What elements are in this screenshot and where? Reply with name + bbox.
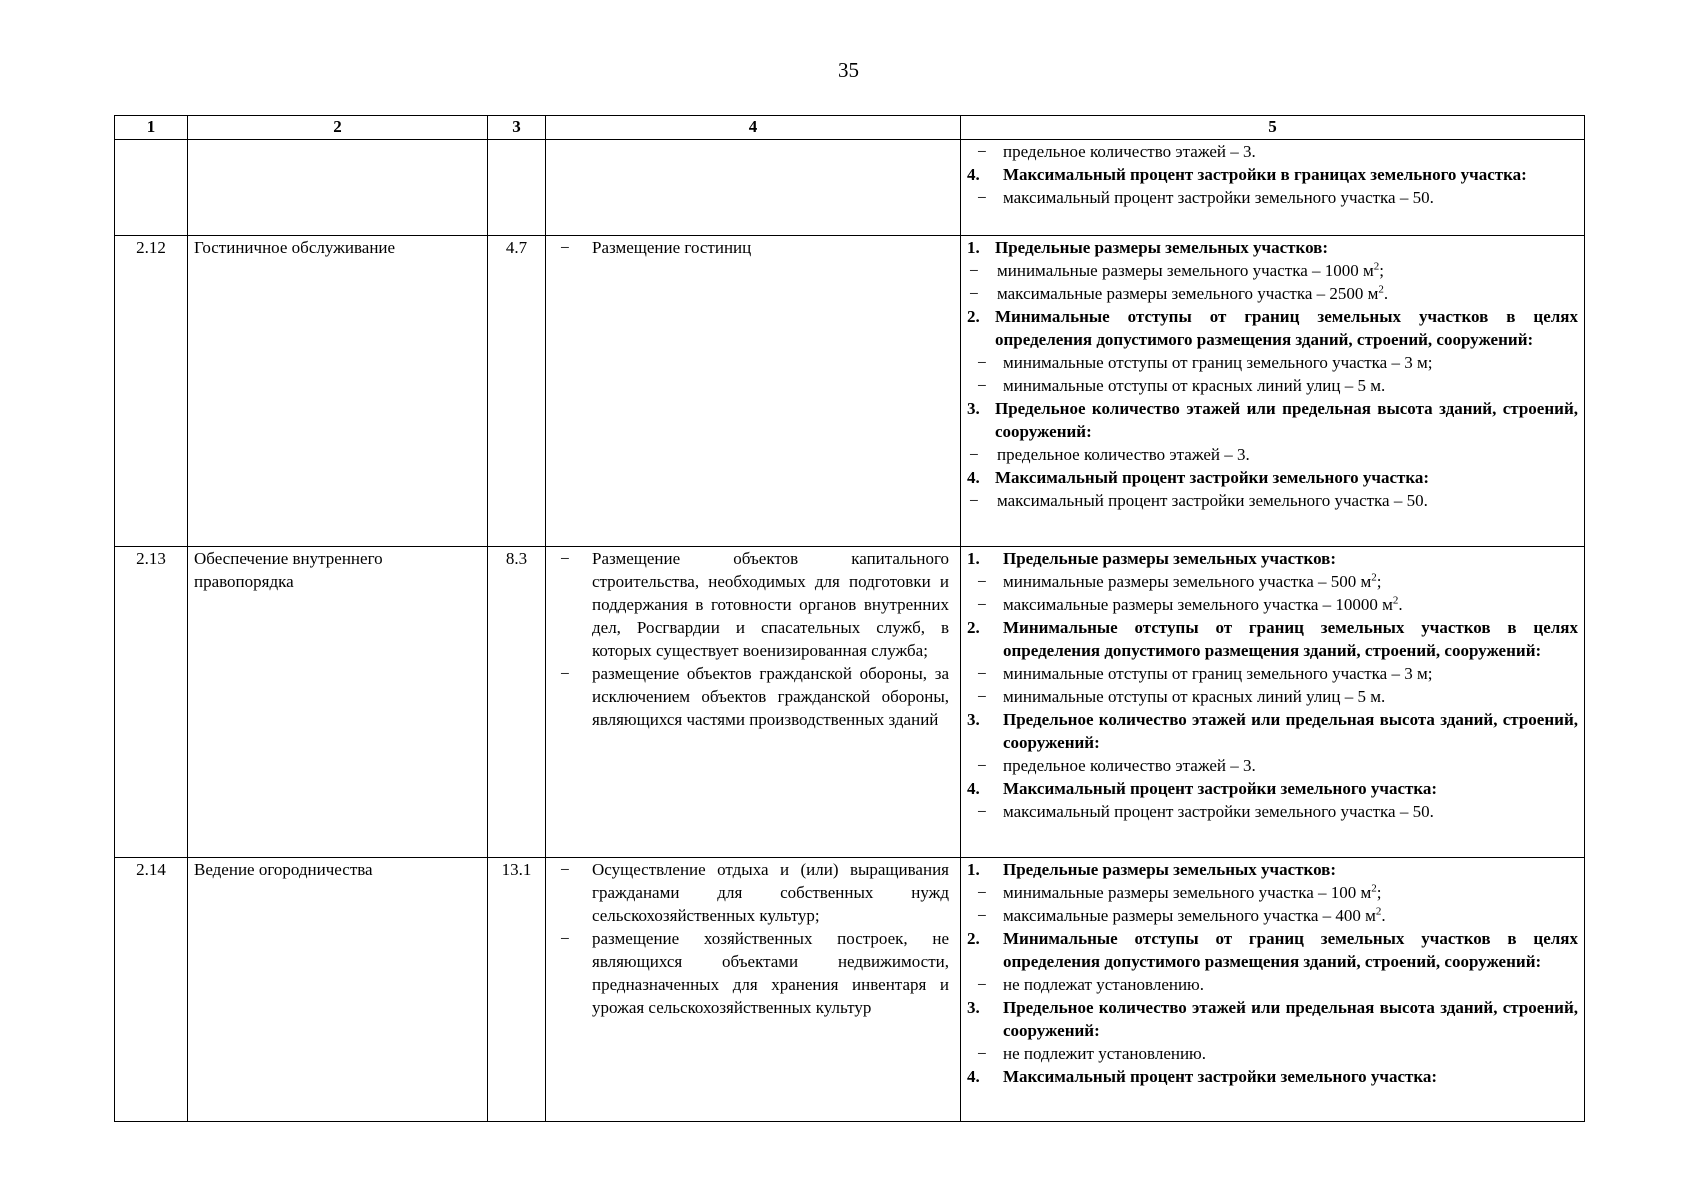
row-name: Обеспечение внутреннего правопорядка (188, 547, 488, 858)
row-uses-cell (546, 140, 961, 236)
dash-icon: − (977, 376, 987, 395)
dash-icon: − (977, 883, 987, 902)
param-item: − предельное количество этажей – 3. (967, 754, 1578, 777)
dash-icon: − (977, 975, 987, 994)
column-header-3: 3 (488, 116, 546, 140)
row-params-cell (961, 140, 1585, 236)
param-heading: 1. Предельные размеры земельных участков: (967, 860, 1337, 879)
dash-icon: − (560, 860, 570, 879)
param-item: − максимальный процент застройки земельного участка – 50. (967, 186, 1578, 209)
dash-icon: − (977, 353, 987, 372)
param-item: − минимальные отступы от красных линий улиц – 5 м. (967, 374, 1578, 397)
dash-icon: − (969, 491, 979, 510)
param-item: − максимальные размеры земельного участка – 10000 $м^2$. (967, 593, 1578, 616)
dash-icon: − (969, 445, 979, 464)
dash-icon: − (560, 664, 570, 683)
dash-icon: − (969, 261, 979, 280)
row-name-cell (188, 140, 488, 236)
table-header (115, 116, 1585, 140)
column-header-4: 4 (546, 116, 961, 140)
param-heading: 4. Максимальный процент застройки земельного участка: (967, 1067, 1438, 1086)
dash-icon: − (977, 756, 987, 775)
param-heading: 4. Максимальный процент застройки земельного участка: (967, 468, 1430, 487)
param-item: − минимальные отступы от границ земельного участка – 3 м; (967, 351, 1578, 374)
row-code: 8.3 (488, 547, 546, 858)
param-heading: 3. Предельное количество этажей или предельная высота зданий, строений, сооружений: (967, 710, 1578, 752)
row-params (961, 547, 1585, 858)
dash-icon: − (977, 906, 987, 925)
param-item: − минимальные размеры земельного участка – 100 $м^2$; (967, 881, 1578, 904)
param-item: − предельное количество этажей – 3. (967, 140, 1578, 163)
column-header-5: 5 (961, 116, 1585, 140)
table-row (115, 236, 1585, 547)
param-heading: 2. Минимальные отступы от границ земельных участков в целях определения допустимого размещения зданий, строений, сооружений: (967, 929, 1578, 971)
param-heading: 3. Предельное количество этажей или предельная высота зданий, строений, сооружений: (967, 399, 1578, 441)
row-code: 13.1 (488, 858, 546, 1122)
dash-icon: − (977, 142, 987, 161)
column-header-1: 1 (115, 116, 188, 140)
regulations-table (114, 115, 1585, 1122)
dash-icon: − (977, 664, 987, 683)
row-code-cell (488, 140, 546, 236)
row-number: 2.14 (115, 858, 188, 1122)
param-item: − минимальные отступы от границ земельного участка – 3 м; (967, 662, 1578, 685)
dash-icon: − (977, 1044, 987, 1063)
row-code: 4.7 (488, 236, 546, 547)
table-row (115, 140, 1585, 236)
row-params (961, 858, 1585, 1122)
param-heading: 4. Максимальный процент застройки земельного участка: (967, 779, 1438, 798)
param-item: − предельное количество этажей – 3. (969, 445, 1250, 464)
use-item: − размещение хозяйственных построек, не являющихся объектами недвижимости, предназначенных для хранения инвентаря и урожая сельскохозяйственных культур (560, 929, 949, 1017)
row-number: 2.13 (115, 547, 188, 858)
use-item: − Размещение гостиниц (560, 238, 752, 257)
dash-icon: − (560, 549, 570, 568)
table-row (115, 547, 1585, 858)
dash-icon: − (977, 188, 987, 207)
dash-icon: − (977, 802, 987, 821)
param-item: − не подлежат установлению. (967, 973, 1578, 996)
param-heading: 1. Предельные размеры земельных участков: (967, 238, 1329, 257)
param-item: − максимальные размеры земельного участка – 400 $м^2$. (967, 904, 1578, 927)
param-heading: 2. Минимальные отступы от границ земельных участков в целях определения допустимого размещения зданий, строений, сооружений: (967, 307, 1578, 349)
table-row (115, 858, 1585, 1122)
dash-icon: − (969, 284, 979, 303)
use-item: − Размещение объектов капитального строительства, необходимых для подготовки и поддержания в готовности органов внутренних дел, Росгвардии и спасательных служб, в которых существует военизированная служба; (560, 549, 949, 660)
row-params (961, 236, 1585, 547)
use-item: − размещение объектов гражданской обороны, за исключением объектов гражданской обороны, являющихся частями производственных зданий (560, 664, 949, 729)
row-number: 2.12 (115, 236, 188, 547)
row-name: Ведение огородничества (188, 858, 488, 1122)
param-item: − минимальные размеры земельного участка – 500 $м^2$; (967, 570, 1578, 593)
param-item: − максимальный процент застройки земельного участка – 50. (969, 491, 1428, 510)
param-item: − максимальный процент застройки земельного участка – 50. (967, 800, 1578, 823)
param-item: − не подлежит установлению. (967, 1042, 1578, 1065)
column-header-2: 2 (188, 116, 488, 140)
page-number: 35 (838, 58, 859, 82)
param-heading: 2. Минимальные отступы от границ земельных участков в целях определения допустимого размещения зданий, строений, сооружений: (967, 618, 1578, 660)
use-item: − Осуществление отдыха и (или) выращивания гражданами для собственных нужд сельскохозяйственных культур; (560, 860, 949, 925)
row-uses (546, 236, 961, 547)
param-item: − минимальные отступы от красных линий улиц – 5 м. (967, 685, 1578, 708)
row-uses (546, 547, 961, 858)
dash-icon: − (560, 238, 570, 257)
dash-icon: − (977, 595, 987, 614)
param-item: − максимальные размеры земельного участка – 2500 $м^2$. (969, 283, 1389, 303)
row-number-cell (115, 140, 188, 236)
dash-icon: − (977, 687, 987, 706)
param-item: − минимальные размеры земельного участка – 1000 $м^2$; (969, 260, 1384, 280)
dash-icon: − (560, 929, 570, 948)
param-heading: 1. Предельные размеры земельных участков: (967, 549, 1337, 568)
dash-icon: − (977, 572, 987, 591)
row-name: Гостиничное обслуживание (188, 236, 488, 547)
row-uses (546, 858, 961, 1122)
param-heading: 3. Предельное количество этажей или предельная высота зданий, строений, сооружений: (967, 998, 1578, 1040)
param-heading: 4. Максимальный процент застройки в границах земельного участка: (967, 165, 1527, 184)
